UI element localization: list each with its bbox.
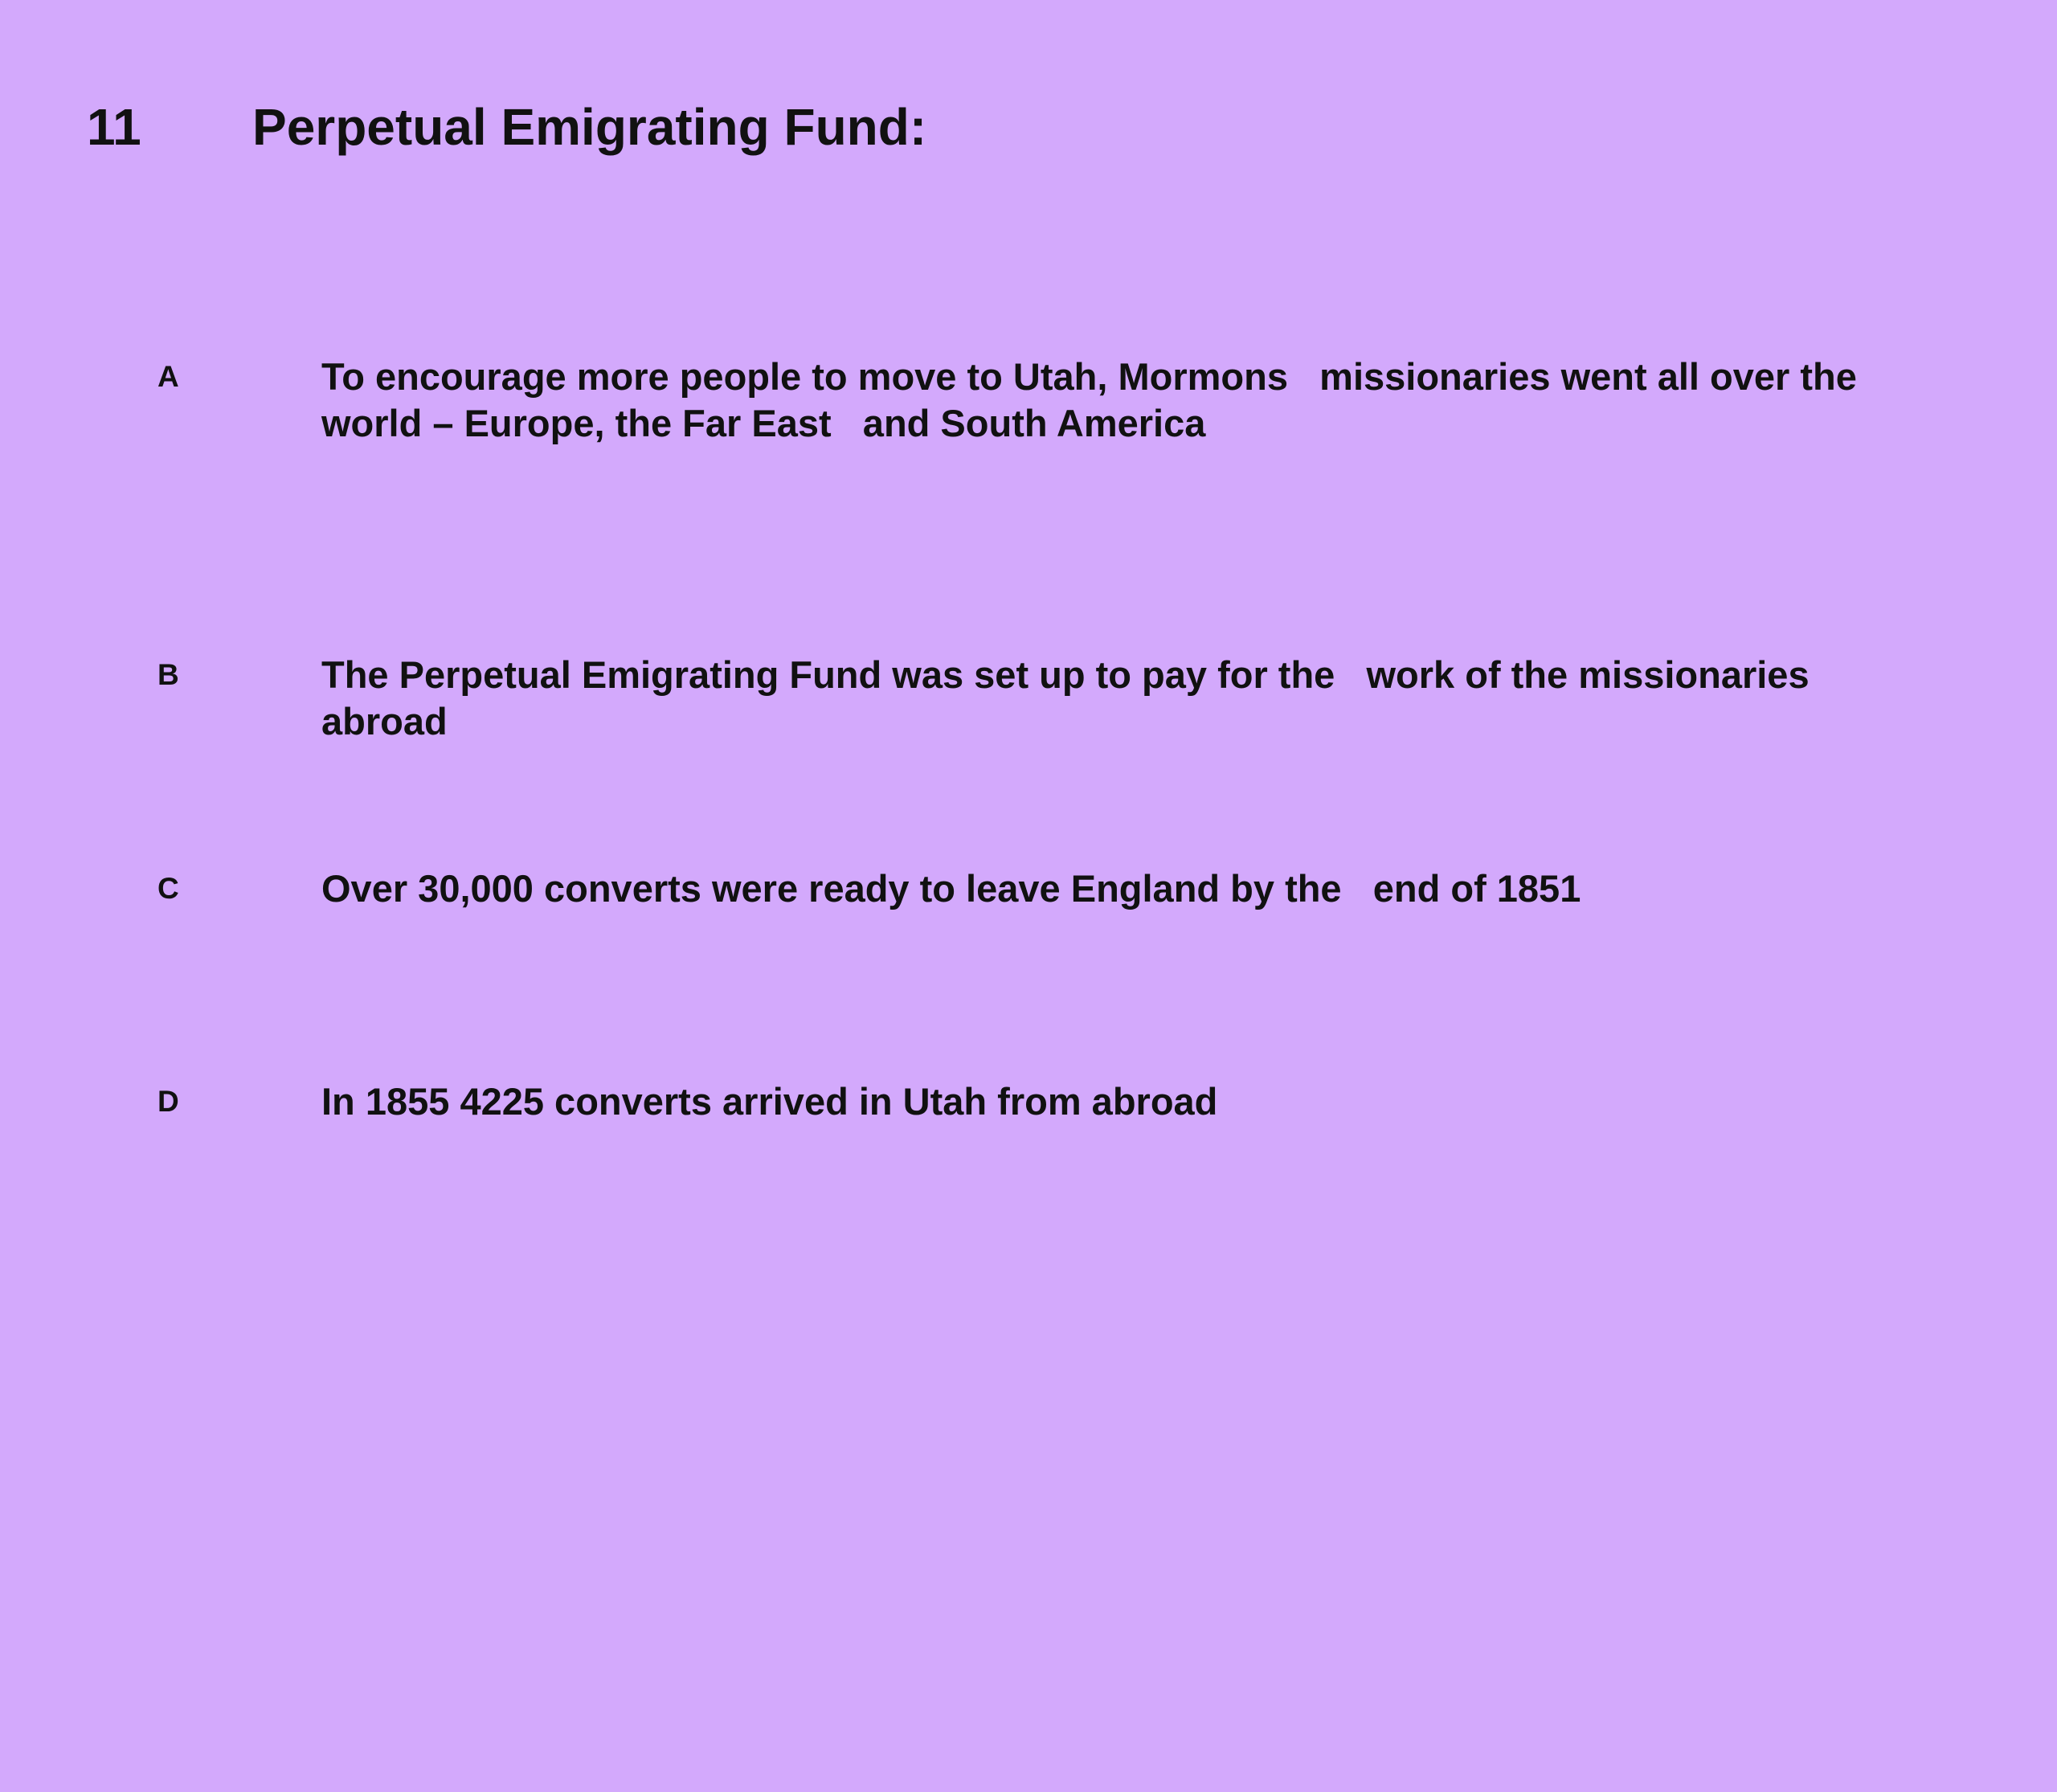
- statement-letter-b: B: [157, 658, 179, 691]
- question-title: Perpetual Emigrating Fund:: [252, 98, 927, 156]
- statement-text-b: The Perpetual Emigrating Fund was set up to pay for the work of the missionaries abroad: [321, 653, 1820, 743]
- statement-letter-d: D: [157, 1085, 179, 1118]
- statement-text-c: Over 30,000 converts were ready to leave England by the end of 1851: [321, 867, 1581, 910]
- statement-text-a: To encourage more people to move to Utah, Mormons missionaries went all over the world – Europe, the Far East and South America: [321, 355, 1867, 444]
- statement-letter-a: A: [157, 360, 179, 393]
- statement-letter-c: C: [157, 872, 179, 905]
- page-title: [0, 95, 2057, 159]
- statement-text-d: In 1855 4225 converts arrived in Utah from abroad: [321, 1080, 1218, 1123]
- question-number: 11: [87, 98, 141, 156]
